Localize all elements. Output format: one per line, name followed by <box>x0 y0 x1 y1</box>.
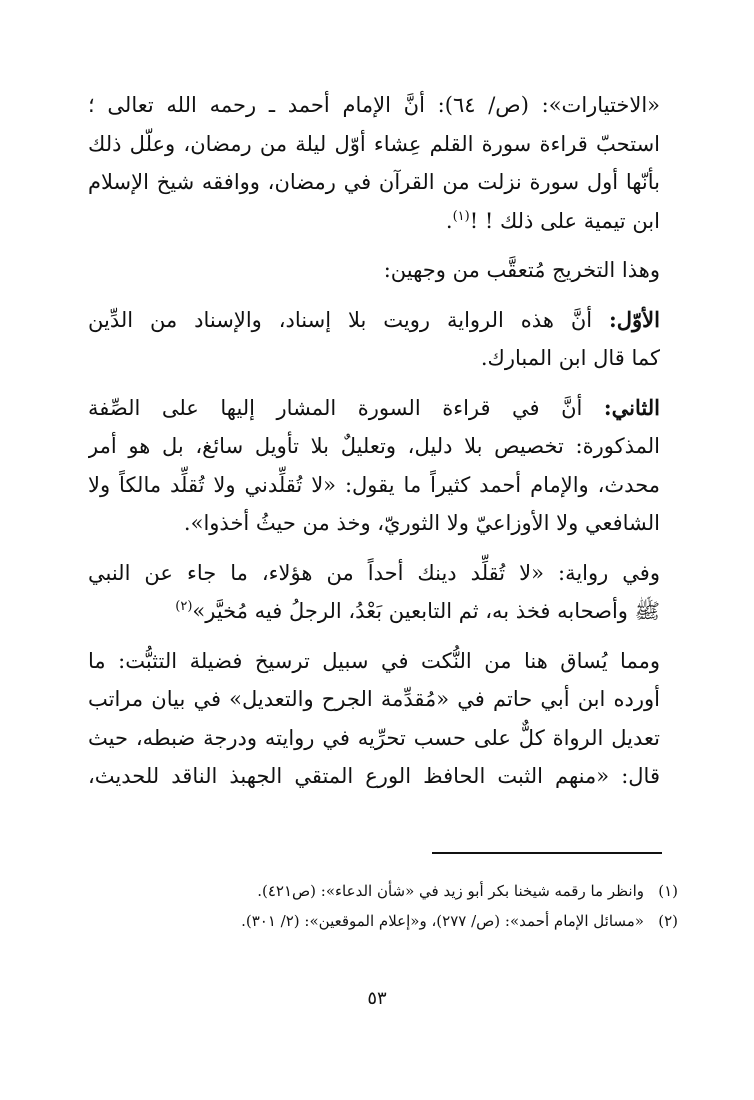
main-text <box>88 86 660 807</box>
footnote-ref-1: (١) <box>452 208 470 224</box>
footnote-number: (١) <box>658 882 678 900</box>
text-line <box>88 389 660 428</box>
text-line-content: أنَّ هذه الرواية رويت بلا إسناد، والإسناد من الدِّين <box>88 307 593 332</box>
text-line: ومما يُساق هنا من النُّكت في سبيل ترسيخ فضيلة التثبُّت: ما <box>88 648 660 673</box>
footnotes <box>88 876 678 936</box>
footnote-2 <box>88 906 678 936</box>
text-line: تعديل الرواة كلٌّ على حسب تحرِّيه في روايته ودرجة ضبطه، حيث <box>88 725 660 750</box>
text-line: المذكورة: تخصيص بلا دليل، وتعليلٌ بلا تأويل سائغ، بل هو أمر <box>88 434 660 458</box>
paragraph-3 <box>88 301 660 378</box>
text-line: «الاختيارات»: (ص/ ٦٤): أنَّ الإمام أحمد ـ رحمه الله تعالى ؛ <box>88 93 660 117</box>
text-line-content: أنَّ في قراءة السورة المشار إليها على الصِّفة <box>88 395 583 420</box>
point-heading: الثاني: <box>603 394 660 420</box>
text-line: بأنّها أول سورة نزلت من القرآن في رمضان، ووافقه شيخ الإسلام <box>88 170 660 194</box>
text-line: وفي رواية: «لا تُقلِّد دينك أحداً من هؤلاء، ما جاء عن النبي <box>88 560 660 585</box>
text-line: الشافعي ولا الأوزاعيّ ولا الثوريّ، وخذ من حيثُ أخذوا». <box>183 511 660 535</box>
footnote-ref-2: (٢) <box>175 599 193 614</box>
text-line-tail: . <box>445 208 453 233</box>
text-line-last <box>88 592 660 631</box>
paragraph-4 <box>88 389 660 543</box>
footnote-divider <box>432 852 662 854</box>
text-line: استحبّ قراءة سورة القلم عِشاء أوّل ليلة من رمضان، وعلّل ذلك <box>88 131 660 156</box>
text-line: قال: «منهم الثبت الحافظ الورع المتقي الجهبذ الناقد للحديث، <box>88 764 660 788</box>
paragraph-5 <box>88 554 660 631</box>
point-heading: الأوّل: <box>609 306 660 332</box>
paragraph-2 <box>88 251 660 290</box>
footnote-text: وانظر ما رقمه شيخنا بكر أبو زيد في «شأن الدعاء»: (ص٤٢١). <box>257 882 644 900</box>
text-line: كما قال ابن المبارك. <box>480 346 660 370</box>
text-line: محدث، والإمام أحمد كثيراً ما يقول: «لا تُقلِّدني ولا تُقلِّد مالكاً ولا <box>88 472 660 497</box>
footnote-text: «مسائل الإمام أحمد»: (ص/ ٢٧٧)، و«إعلام الموقعين»: (٢/ ٣٠١). <box>241 912 644 930</box>
paragraph-6 <box>88 642 660 796</box>
text-line-content: ابن تيمية على ذلك ! ! <box>469 208 660 233</box>
text-line: أورده ابن أبي حاتم في «مُقدِّمة الجرح والتعديل» في بيان مراتب <box>88 687 660 711</box>
footnote-number: (٢) <box>658 912 678 930</box>
page-number: ٥٣ <box>367 988 387 1009</box>
text-line-last <box>88 202 660 241</box>
text-line: وهذا التخريج مُتعقَّب من وجهين: <box>383 258 660 282</box>
paragraph-1 <box>88 86 660 240</box>
text-line-content: ﷺ وأصحابه فخذ به، ثم التابعين بَعْدُ، الرجلُ فيه مُخيَّر» <box>192 599 660 623</box>
text-line <box>88 301 660 340</box>
footnote-1 <box>88 876 678 906</box>
